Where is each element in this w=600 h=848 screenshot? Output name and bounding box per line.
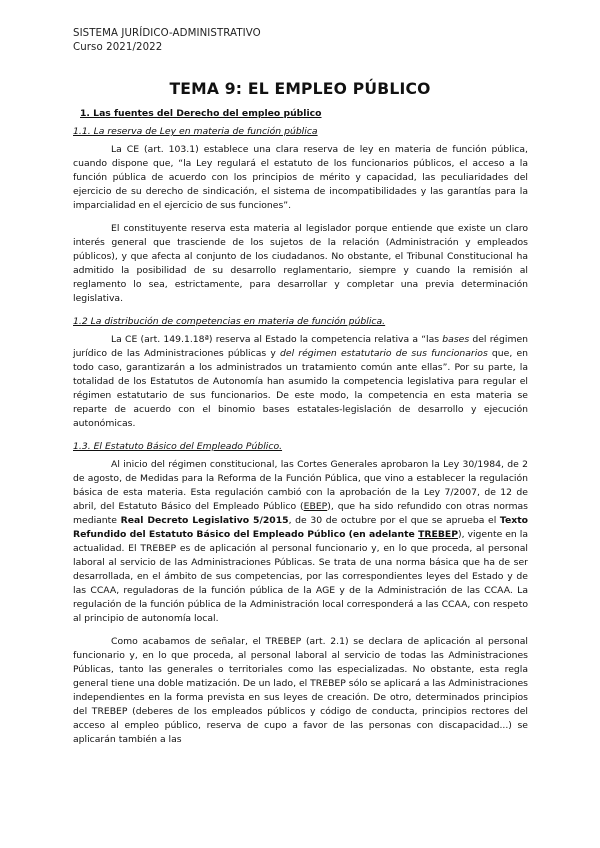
paragraph: La CE (art. 149.1.18ª) reserva al Estado la competencia relativa a “las bases del régimen jurídico de las Administraciones públicas y del régimen estatutario de sus funcionarios que, en todo caso, garantizarán a los administrados un tratamiento común ante ellas”. Por su parte, la totalidad de los Estatutos de Autonomía han asumido la competencia legislativa para regular el régimen estatutario de sus funcionarios. De este modo, la competencia en esta materia se reparte de acuerdo con el binomio bases estatales-legislación de desarrollo y ejecución autonómicas. <box>73 334 529 429</box>
document-body <box>73 107 528 747</box>
course-name: SISTEMA JURÍDICO-ADMINISTRATIVO <box>73 28 261 39</box>
subsection-heading: 1.2 La distribución de competencias en materia de función pública. <box>73 316 386 327</box>
paragraph: El constituyente reserva esta materia al legislador porque entiende que existe un claro interés general que trasciende de los sujetos de la relación (Administración y empleados públicos), y que afecta al conjunto de los ciudadanos. No obstante, el Tribunal Constitucional ha admitido la posibilidad de su desarrollo reglamentario, siempre y cuando la remisión al reglamento lo sea, estrictamente, para desarrollar y completar una previa determinación legislativa. <box>73 223 528 304</box>
page-title: TEMA 9: EL EMPLEO PÚBLICO <box>169 80 431 98</box>
course-year: Curso 2021/2022 <box>73 42 163 53</box>
subsection-heading: 1.3. El Estatuto Básico del Empleado Público. <box>73 441 283 452</box>
ebep-abbr: EBEP <box>303 501 328 512</box>
section-heading: 1. Las fuentes del Derecho del empleo público <box>80 108 322 119</box>
trebep-abbr: TREBEP <box>418 529 458 540</box>
rdl-reference: Real Decreto Legislativo 5/2015 <box>120 515 289 526</box>
document-header <box>73 27 261 55</box>
paragraph: Al inicio del régimen constitucional, las Cortes Generales aprobaron la Ley 30/1984, de 2 de agosto, de Medidas para la Reforma de la Función Pública, que vino a establecer la regulación básica de esta materia. Esta regulación cambió con la aprobación de la Ley 7/2007, de 12 de abril, del Estatuto Básico del Empleado Público (EBEP), que ha sido refundido con otras normas mediante Real Decreto Legislativo 5/2015, de 30 de octubre por el que se aprueba el Texto Refundido del Estatuto Básico del Empleado Público (en adelante TREBEP), vigente en la actualidad. El TREBEP es de aplicación al personal funcionario y, en lo que proceda, al personal laboral al servicio de las Administraciones Públicas. Se trata de una norma básica que ha de ser desarrollada, en el ámbito de sus competencias, por las correspondientes leyes del Estado y de las CCAA, reguladoras de la función pública de la AGE y de la Administración de las CCAA. La regulación de la función pública de la Administración local corresponderá a las CCAA, con respeto al principio de autonomía local. <box>73 459 529 624</box>
paragraph: Como acabamos de señalar, el TREBEP (art. 2.1) se declara de aplicación al personal funcionario y, en lo que proceda, al personal laboral al servicio de todas las Administraciones Públicas, tanto las generales o territoriales como las especializadas. No obstante, esta regla general tiene una doble matización. De un lado, el TREBEP sólo se aplicará a las Administraciones independientes en la forma prevista en sus leyes de creación. De otro, determinados principios del TREBEP (deberes de los empleados públicos y código de conducta, principios rectores del acceso al empleo público, reserva de cupo a favor de las personas con discapacidad...) se aplicarán también a las <box>73 636 528 745</box>
subsection-heading: 1.1. La reserva de Ley en materia de función pública <box>73 126 318 137</box>
paragraph: La CE (art. 103.1) establece una clara reserva de ley en materia de función pública, cuando dispone que, “la Ley regulará el estatuto de los funcionarios públicos, el acceso a la función pública de acuerdo con los principios de mérito y capacidad, las peculiaridades del ejercicio de su derecho de sindicación, el sistema de incompatibilidades y las garantías para la imparcialidad en el ejercicio de sus funciones”. <box>73 144 528 211</box>
